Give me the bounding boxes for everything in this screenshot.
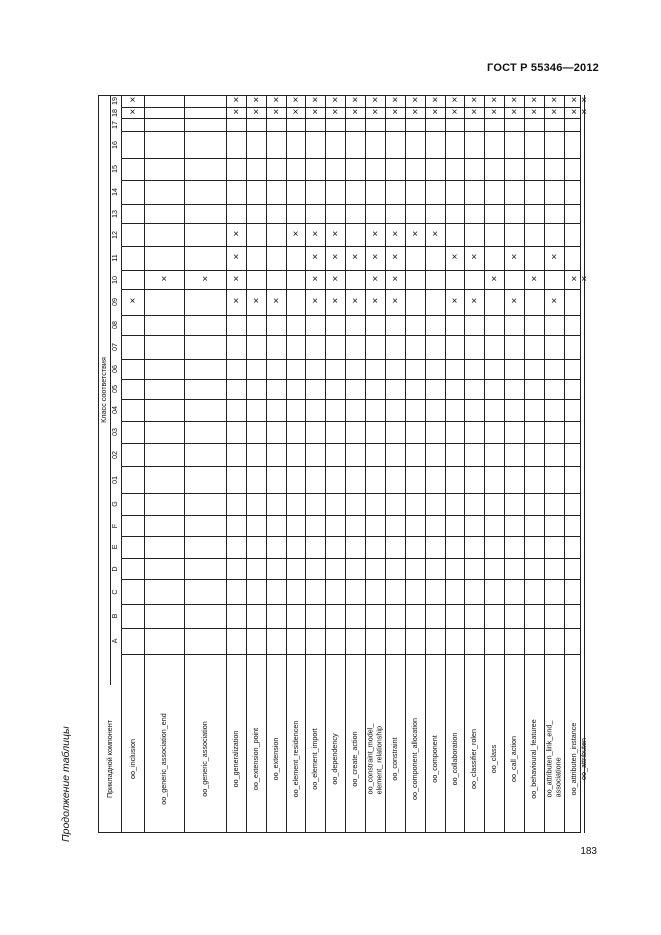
- conformance-mark: ×: [471, 296, 477, 307]
- conformance-mark: ×: [202, 273, 208, 285]
- column-header-cell: [110, 107, 122, 118]
- conformance-mark-cell: [305, 246, 325, 270]
- conformance-mark: ×: [412, 106, 418, 118]
- conformance-mark: ×: [432, 95, 438, 106]
- component-name: oo_generic_association: [199, 721, 209, 797]
- column-divider: [121, 223, 581, 224]
- conformance-mark-cell: [121, 95, 144, 107]
- conformance-mark-cell: [504, 95, 524, 107]
- column-divider: [121, 379, 581, 380]
- column-header-cell: [110, 223, 122, 246]
- conformance-mark: ×: [511, 95, 517, 106]
- conformance-mark-cell: [484, 107, 504, 118]
- conformance-group-header: Класс соответствия: [98, 357, 108, 423]
- column-header: 05: [110, 385, 119, 393]
- column-header-cell: [110, 118, 122, 131]
- conformance-mark-cell: [305, 289, 325, 315]
- conformance-group-header-cell: [98, 95, 110, 685]
- conformance-mark: ×: [332, 296, 338, 307]
- conformance-mark-cell: [445, 95, 464, 107]
- conformance-mark-cell: [504, 246, 524, 270]
- column-divider: [121, 180, 581, 181]
- conformance-mark: ×: [581, 95, 587, 106]
- column-header-cell: [110, 515, 122, 536]
- conformance-mark-cell: [504, 107, 524, 118]
- column-header-cell: [110, 335, 122, 359]
- component-name-cell: [385, 685, 405, 833]
- continuation-label: Продолжение таблицы: [60, 726, 72, 842]
- conformance-mark: ×: [471, 252, 477, 263]
- conformance-mark: ×: [332, 252, 338, 263]
- conformance-mark-cell: [425, 223, 445, 246]
- conformance-mark-cell: [226, 270, 246, 289]
- conformance-mark: ×: [581, 106, 587, 118]
- conformance-mark-cell: [445, 107, 464, 118]
- column-header: 15: [110, 165, 119, 173]
- column-divider: [121, 335, 581, 336]
- component-name-cell: [144, 685, 184, 833]
- component-name-cell: [266, 685, 286, 833]
- column-divider: [121, 628, 581, 629]
- conformance-mark-cell: [385, 289, 405, 315]
- column-divider: [121, 421, 581, 422]
- conformance-mark: ×: [432, 106, 438, 118]
- conformance-mark: ×: [233, 228, 239, 240]
- column-header: 18: [110, 108, 119, 117]
- conformance-mark-cell: [286, 107, 305, 118]
- conformance-mark-cell: [385, 107, 405, 118]
- conformance-mark-cell: [226, 289, 246, 315]
- conformance-mark: ×: [129, 106, 136, 118]
- conformance-mark-cell: [345, 107, 365, 118]
- column-header: 01: [110, 475, 119, 484]
- conformance-mark: ×: [581, 273, 587, 285]
- conformance-mark: ×: [451, 296, 458, 307]
- conformance-mark-cell: [345, 289, 365, 315]
- conformance-mark-cell: [365, 270, 385, 289]
- column-header-cell: [110, 443, 122, 466]
- column-header-cell: [110, 536, 122, 558]
- column-header-cell: [110, 95, 122, 107]
- component-name-cell: [504, 685, 524, 833]
- conformance-mark: ×: [312, 273, 318, 285]
- component-name: oo_collaboration: [449, 732, 459, 786]
- conformance-mark-cell: [226, 246, 246, 270]
- conformance-mark-cell: [484, 95, 504, 107]
- conformance-mark-cell: [325, 223, 345, 246]
- conformance-mark: ×: [551, 252, 557, 263]
- conformance-mark: ×: [233, 273, 239, 285]
- column-header: C: [110, 588, 119, 595]
- conformance-mark-cell: [121, 289, 144, 315]
- conformance-mark-cell: [266, 107, 286, 118]
- conformance-mark-cell: [305, 270, 325, 289]
- conformance-mark: ×: [233, 106, 239, 118]
- conformance-mark-cell: [144, 270, 184, 289]
- conformance-mark: ×: [412, 228, 418, 240]
- column-header-cell: [110, 579, 122, 604]
- conformance-mark: ×: [491, 106, 497, 118]
- conformance-mark: ×: [233, 252, 239, 263]
- component-name: oo_extension: [270, 737, 280, 781]
- conformance-mark: ×: [551, 296, 557, 307]
- conformance-mark-cell: [226, 107, 246, 118]
- conformance-mark-cell: [464, 289, 484, 315]
- column-divider: [121, 443, 581, 444]
- conformance-mark-cell: [445, 246, 464, 270]
- conformance-mark-cell: [365, 246, 385, 270]
- component-name-cell: [325, 685, 345, 833]
- conformance-mark: ×: [372, 106, 378, 118]
- conformance-mark-cell: [226, 223, 246, 246]
- conformance-mark: ×: [312, 296, 318, 307]
- column-header: 11: [110, 254, 119, 262]
- component-name: oo_generalization: [230, 730, 240, 788]
- component-name: oo_class: [488, 744, 498, 774]
- conformance-mark: ×: [233, 296, 239, 307]
- column-header-cell: [110, 204, 122, 223]
- column-header: 13: [110, 209, 119, 218]
- conformance-mark: ×: [392, 228, 398, 240]
- column-divider: [121, 399, 581, 400]
- component-name: oo_element_import: [309, 728, 319, 790]
- component-name-cell: [121, 685, 144, 833]
- conformance-mark-cell: [484, 270, 504, 289]
- component-name-cell: [226, 685, 246, 833]
- conformance-mark-cell: [425, 95, 445, 107]
- conformance-mark: ×: [233, 95, 239, 106]
- component-name: oo_constraint: [389, 737, 399, 781]
- conformance-mark: ×: [392, 273, 398, 285]
- conformance-mark: ×: [372, 95, 378, 106]
- column-header-cell: [110, 158, 122, 180]
- conformance-mark: ×: [312, 106, 318, 118]
- conformance-mark-cell: [305, 107, 325, 118]
- conformance-mark-cell: [524, 107, 544, 118]
- conformance-mark: ×: [531, 273, 537, 285]
- conformance-mark-cell: [385, 95, 405, 107]
- conformance-mark-cell: [305, 223, 325, 246]
- component-name-cell: [345, 685, 365, 833]
- conformance-mark: ×: [332, 106, 338, 118]
- conformance-mark: ×: [451, 106, 458, 118]
- conformance-mark: ×: [352, 106, 358, 118]
- column-header: 03: [110, 428, 119, 436]
- component-name: oo_create_action: [349, 731, 359, 787]
- conformance-mark: ×: [273, 95, 279, 106]
- column-header: 02: [110, 450, 119, 459]
- conformance-mark: ×: [551, 106, 557, 118]
- conformance-mark-cell: [544, 246, 564, 270]
- component-name-cell: [184, 685, 226, 833]
- component-name: oo_attributen_link_end_ associationе: [544, 720, 562, 798]
- column-header: B: [110, 613, 119, 619]
- conformance-mark: ×: [551, 95, 557, 106]
- component-name-cell: [445, 685, 464, 833]
- component-name-cell: [405, 685, 425, 833]
- column-header: 17: [110, 120, 119, 129]
- conformance-mark: ×: [412, 95, 418, 106]
- conformance-mark-cell: [385, 246, 405, 270]
- component-name-cell: [286, 685, 305, 833]
- conformance-mark-cell: [246, 95, 266, 107]
- conformance-mark: ×: [471, 106, 477, 118]
- column-header: 09: [110, 298, 119, 306]
- column-header-cell: [110, 379, 122, 399]
- column-divider: [121, 558, 581, 559]
- conformance-mark-cell: [325, 289, 345, 315]
- column-header-cell: [110, 628, 122, 654]
- conformance-mark: ×: [352, 296, 358, 307]
- column-header: 16: [110, 140, 119, 149]
- conformance-mark: ×: [571, 273, 577, 285]
- component-name: oo_component_allocation: [409, 718, 419, 800]
- conformance-mark-cell: [266, 95, 286, 107]
- conformance-mark-cell: [365, 107, 385, 118]
- conformance-mark: ×: [432, 228, 438, 240]
- column-header: E: [110, 544, 119, 550]
- column-divider: [121, 493, 581, 494]
- component-name-cell: [425, 685, 445, 833]
- conformance-mark: ×: [312, 228, 318, 240]
- conformance-table: [98, 95, 588, 833]
- column-divider: [121, 118, 581, 119]
- conformance-mark: ×: [312, 95, 318, 106]
- conformance-mark-cell: [325, 95, 345, 107]
- conformance-mark: ×: [392, 296, 398, 307]
- conformance-mark-cell: [405, 107, 425, 118]
- conformance-mark: ×: [129, 296, 136, 307]
- column-header: 10: [110, 275, 119, 284]
- component-name: oo_component: [429, 735, 439, 783]
- component-name: oo_attributen: [578, 738, 588, 780]
- column-header: A: [110, 638, 119, 644]
- conformance-mark: ×: [571, 106, 577, 118]
- conformance-mark: ×: [273, 296, 279, 307]
- conformance-mark-cell: [544, 95, 564, 107]
- column-header: 04: [110, 406, 119, 414]
- component-name: oo_inclusion: [127, 739, 137, 779]
- component-name: oo_extension_point: [250, 727, 260, 791]
- component-name: oo_attributen_instance: [568, 722, 578, 796]
- column-header-cell: [110, 246, 122, 270]
- conformance-mark-cell: [405, 95, 425, 107]
- column-header: 06: [110, 365, 119, 373]
- conformance-mark: ×: [312, 252, 318, 263]
- conformance-mark-cell: [544, 107, 564, 118]
- conformance-mark-cell: [365, 95, 385, 107]
- conformance-mark: ×: [511, 296, 517, 307]
- conformance-mark-cell: [345, 246, 365, 270]
- conformance-mark-cell: [504, 289, 524, 315]
- standard-header: ГОСТ Р 55346—2012: [487, 62, 599, 74]
- component-name: oo_dependency: [329, 733, 339, 785]
- column-header-cell: [110, 421, 122, 443]
- component-name: oo_classifier_rolen: [468, 729, 478, 789]
- component-name-cell: [246, 685, 266, 833]
- column-header: 14: [110, 188, 119, 196]
- column-divider: [121, 158, 581, 159]
- conformance-mark: ×: [491, 273, 497, 285]
- component-name-cell: [365, 685, 385, 833]
- conformance-mark-cell: [226, 95, 246, 107]
- column-divider: [121, 466, 581, 467]
- conformance-mark: ×: [292, 228, 299, 240]
- column-header-cell: [110, 399, 122, 421]
- conformance-mark: ×: [392, 252, 398, 263]
- conformance-mark: ×: [129, 95, 136, 106]
- component-name: oo_element_residencen: [290, 720, 300, 798]
- conformance-mark: ×: [292, 95, 299, 106]
- conformance-mark-cell: [464, 95, 484, 107]
- column-header-cell: [110, 493, 122, 515]
- component-header-cell: [98, 685, 121, 833]
- conformance-mark: ×: [372, 296, 378, 307]
- conformance-mark-cell: [121, 107, 144, 118]
- conformance-mark-cell: [246, 107, 266, 118]
- conformance-mark-cell: [305, 95, 325, 107]
- conformance-mark: ×: [451, 95, 458, 106]
- component-name-cell: [484, 685, 504, 833]
- conformance-mark: ×: [332, 273, 338, 285]
- column-header: 08: [110, 321, 119, 329]
- column-header: G: [110, 501, 119, 507]
- column-divider: [121, 604, 581, 605]
- conformance-mark: ×: [161, 273, 167, 285]
- component-header: Прикладной компонент: [104, 719, 114, 799]
- component-name-cell: [464, 685, 484, 833]
- conformance-mark: ×: [531, 95, 537, 106]
- conformance-mark-cell: [425, 107, 445, 118]
- conformance-mark-cell: [524, 95, 544, 107]
- conformance-mark-cell: [286, 95, 305, 107]
- column-header-cell: [110, 604, 122, 628]
- column-header-cell: [110, 131, 122, 158]
- conformance-mark: ×: [392, 106, 398, 118]
- conformance-mark: ×: [273, 106, 279, 118]
- column-divider: [121, 131, 581, 132]
- conformance-mark: ×: [372, 228, 378, 240]
- column-divider: [121, 579, 581, 580]
- conformance-mark: ×: [392, 95, 398, 106]
- component-name: oo_constraint_model_ element_ relationship: [365, 723, 383, 795]
- conformance-mark: ×: [352, 252, 358, 263]
- component-name-cell: [544, 685, 564, 833]
- conformance-mark: ×: [372, 252, 378, 263]
- column-divider: [121, 654, 581, 655]
- conformance-mark-cell: [385, 270, 405, 289]
- conformance-mark-cell: [464, 246, 484, 270]
- column-divider: [121, 359, 581, 360]
- conformance-mark: ×: [253, 296, 259, 307]
- conformance-mark-cell: [464, 107, 484, 118]
- conformance-mark: ×: [253, 95, 259, 106]
- conformance-mark: ×: [511, 252, 517, 263]
- column-divider: [121, 536, 581, 537]
- column-divider: [121, 204, 581, 205]
- column-divider: [121, 315, 581, 316]
- column-header: F: [110, 523, 119, 528]
- column-header-cell: [110, 466, 122, 493]
- conformance-mark-cell: [246, 289, 266, 315]
- conformance-mark: ×: [491, 95, 497, 106]
- conformance-mark: ×: [451, 252, 458, 263]
- column-header-cell: [110, 270, 122, 289]
- conformance-mark-cell: [365, 289, 385, 315]
- component-name: oo_call_action: [508, 736, 518, 782]
- conformance-mark: ×: [471, 95, 477, 106]
- conformance-mark-cell: [345, 95, 365, 107]
- component-name: oo_generic_association_end: [158, 713, 168, 805]
- row-divider: [584, 95, 585, 833]
- component-name-cell: [524, 685, 544, 833]
- conformance-mark: ×: [352, 95, 358, 106]
- column-header-cell: [110, 180, 122, 204]
- conformance-mark-cell: [544, 289, 564, 315]
- column-divider: [121, 515, 581, 516]
- conformance-mark: ×: [531, 106, 537, 118]
- component-name: oo_behavioural_featuree: [528, 719, 538, 799]
- conformance-mark: ×: [292, 106, 299, 118]
- conformance-mark: ×: [571, 95, 577, 106]
- conformance-mark-cell: [445, 289, 464, 315]
- column-header-cell: [110, 359, 122, 379]
- column-header-cell: [110, 558, 122, 579]
- conformance-mark-cell: [524, 270, 544, 289]
- conformance-mark-cell: [325, 246, 345, 270]
- column-header-cell: [110, 315, 122, 335]
- conformance-mark-cell: [325, 270, 345, 289]
- column-header: 07: [110, 343, 119, 351]
- conformance-mark: ×: [332, 228, 338, 240]
- page-number: 183: [580, 846, 597, 857]
- conformance-mark-cell: [405, 223, 425, 246]
- conformance-mark-cell: [325, 107, 345, 118]
- conformance-mark-cell: [365, 223, 385, 246]
- conformance-mark-cell: [286, 223, 305, 246]
- conformance-mark: ×: [511, 106, 517, 118]
- column-header: 12: [110, 230, 119, 239]
- column-header: D: [110, 565, 119, 572]
- column-header: 19: [110, 97, 119, 105]
- conformance-mark: ×: [332, 95, 338, 106]
- conformance-mark-cell: [385, 223, 405, 246]
- conformance-mark-cell: [184, 270, 226, 289]
- conformance-mark: ×: [372, 273, 378, 285]
- component-name-cell: [305, 685, 325, 833]
- conformance-mark: ×: [253, 106, 259, 118]
- column-header-cell: [110, 289, 122, 315]
- conformance-mark-cell: [266, 289, 286, 315]
